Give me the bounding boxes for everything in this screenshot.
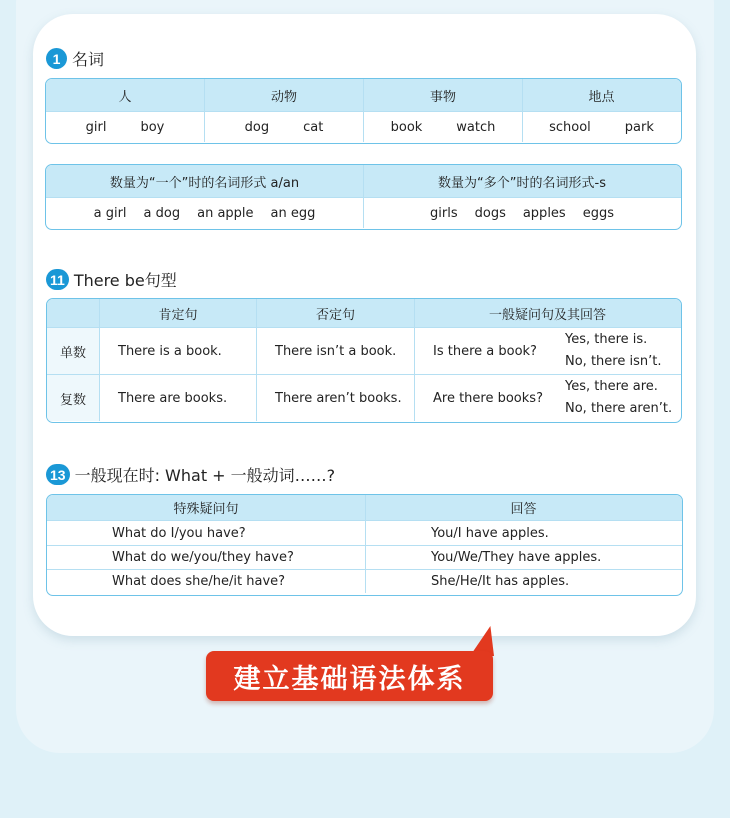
no-answer: No, there isn’t.: [565, 354, 662, 369]
question-text: Is there a book?: [433, 343, 537, 359]
section-title: 一般现在时: What + 一般动词……?: [74, 466, 336, 485]
row-label: 单数: [47, 328, 100, 374]
section-heading-there-be: [46, 268, 177, 291]
section-heading-present-simple: [46, 463, 335, 486]
row-label: 复数: [47, 375, 100, 421]
noun-phrase: girls: [430, 205, 458, 221]
header-cell: 地点: [588, 89, 615, 105]
answer-cell: You/We/They have apples.: [431, 550, 602, 565]
nouns-table: [45, 78, 682, 144]
answer-pair: [565, 379, 672, 417]
noun-word: book: [390, 119, 423, 135]
table-cell: [364, 198, 680, 228]
question-cell: What does she/he/it have?: [47, 570, 366, 593]
section-number-badge: 1: [46, 48, 67, 69]
question-cell: [415, 375, 680, 421]
no-answer: No, there aren’t.: [565, 401, 673, 416]
noun-phrase: eggs: [582, 205, 614, 221]
table-row: [47, 327, 681, 374]
table-row: [47, 520, 682, 545]
header-cell: 数量为“一个”时的名词形式 a/an: [46, 165, 364, 197]
table-cell: [46, 112, 205, 142]
noun-phrase: a girl: [93, 205, 127, 221]
table-header-row: [47, 299, 681, 327]
affirmative-cell: There is a book.: [100, 328, 257, 374]
table-row: [47, 545, 682, 569]
section-number-badge: 11: [46, 269, 69, 290]
question-cell: What do I/you have?: [47, 521, 366, 545]
answer-pair: [565, 332, 661, 370]
header-cell: 动物: [205, 79, 364, 111]
section-number-badge: 13: [46, 464, 70, 485]
yes-answer: Yes, there is.: [565, 332, 648, 347]
question-cell: [415, 328, 680, 374]
table-header-row: [47, 495, 682, 520]
noun-phrase: an apple: [197, 205, 254, 221]
noun-word: dog: [244, 119, 270, 135]
section-heading-nouns: [46, 47, 104, 70]
promo-banner: 建立基础语法体系: [206, 651, 493, 701]
table-cell: [46, 198, 364, 228]
header-cell: 数量为“多个”时的名词形式-s: [438, 175, 606, 191]
header-cell: 一般疑问句及其回答: [488, 307, 606, 323]
table-header-row: [46, 79, 681, 111]
there-be-table: [46, 298, 682, 423]
noun-word: watch: [456, 119, 496, 135]
table-header-row: [46, 165, 681, 197]
negative-cell: There aren’t books.: [257, 375, 415, 421]
question-text: Are there books?: [433, 390, 543, 406]
header-cell: 事物: [364, 79, 523, 111]
header-cell: [47, 299, 100, 327]
yes-answer: Yes, there are.: [565, 379, 658, 394]
noun-forms-table: [45, 164, 682, 230]
header-cell: 人: [46, 79, 205, 111]
section-title: 名词: [72, 50, 105, 69]
question-cell: What do we/you/they have?: [47, 546, 366, 569]
table-row: [47, 569, 682, 593]
noun-phrase: a dog: [143, 205, 181, 221]
noun-word: boy: [140, 119, 165, 135]
noun-word: school: [549, 119, 591, 135]
table-row: [46, 197, 681, 228]
special-question-table: [46, 494, 683, 596]
header-cell: 回答: [510, 502, 537, 517]
answer-cell: You/I have apples.: [431, 525, 549, 541]
table-cell: [205, 112, 364, 142]
noun-word: park: [624, 119, 654, 135]
table-cell: [364, 112, 523, 142]
negative-cell: There isn’t a book.: [257, 328, 415, 374]
answer-cell: She/He/It has apples.: [431, 574, 570, 589]
noun-phrase: dogs: [474, 205, 506, 221]
header-cell: 特殊疑问句: [47, 495, 366, 520]
noun-word: cat: [303, 119, 324, 135]
section-title: There be句型: [73, 271, 177, 290]
header-cell: 否定句: [257, 299, 415, 327]
table-row: [47, 374, 681, 421]
noun-phrase: an egg: [270, 205, 316, 221]
noun-word: girl: [85, 119, 107, 135]
affirmative-cell: There are books.: [100, 375, 257, 421]
table-cell: [523, 112, 680, 142]
table-row: [46, 111, 681, 142]
header-cell: 肯定句: [100, 299, 257, 327]
noun-phrase: apples: [522, 205, 566, 221]
